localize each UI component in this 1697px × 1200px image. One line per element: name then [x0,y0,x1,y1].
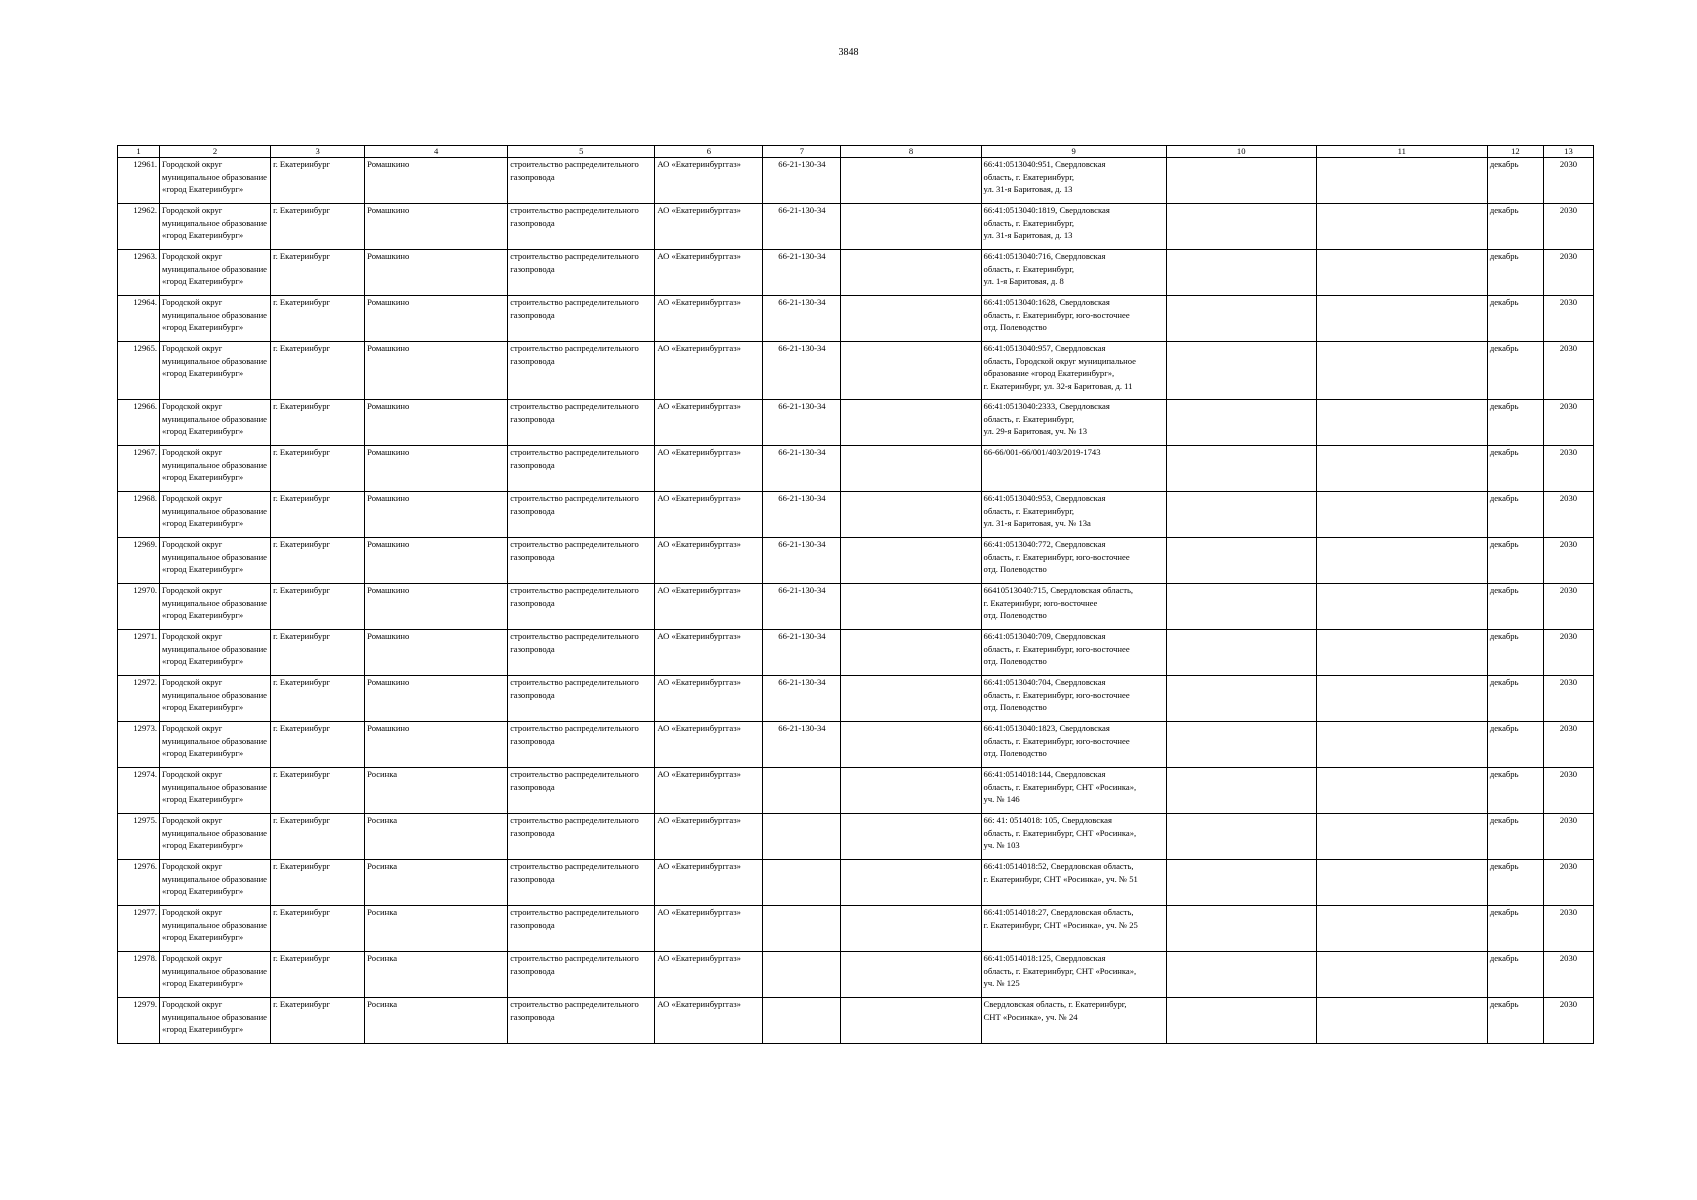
work-type-cell: строительство распределительного газопровода [508,906,655,952]
column-8-cell [841,952,981,998]
code-cell: 66-21-130-34 [763,342,841,400]
city-cell: г. Екатеринбург [271,250,365,296]
organization-cell: АО «Екатеринбурггаз» [655,204,763,250]
column-10-cell [1166,204,1316,250]
page-number: 3848 [838,47,859,58]
locality-cell: Ромашкино [365,630,508,676]
locality-cell: Ромашкино [365,446,508,492]
column-10-cell [1166,952,1316,998]
cadastral-address-cell: 66:41:0513040:1628, Свердловская область, г. Екатеринбург, юго-восточнее отд. Полеводство [981,296,1166,342]
locality-cell: Ромашкино [365,400,508,446]
owner-cell: Городской округ муниципальное образование «город Екатеринбург» [160,400,271,446]
table-row [118,158,1594,204]
month-cell: декабрь [1487,584,1543,630]
column-11-cell [1316,676,1487,722]
column-10-cell [1166,676,1316,722]
code-cell: 66-21-130-34 [763,400,841,446]
cadastral-address-cell: 66:41:0513040:716, Свердловская область, г. Екатеринбург, ул. 1-я Баритовая, д. 8 [981,250,1166,296]
locality-cell: Ромашкино [365,158,508,204]
year-cell: 2030 [1543,906,1593,952]
cadastral-address-cell: 66:41:0514018:52, Свердловская область, г. Екатеринбург, СНТ «Росинка», уч. № 51 [981,860,1166,906]
month-cell: декабрь [1487,446,1543,492]
month-cell: декабрь [1487,906,1543,952]
locality-cell: Ромашкино [365,250,508,296]
cadastral-address-cell: 66:41:0513040:772, Свердловская область, г. Екатеринбург, юго-восточнее отд. Полеводство [981,538,1166,584]
table-row [118,722,1594,768]
owner-cell: Городской округ муниципальное образование «город Екатеринбург» [160,342,271,400]
owner-cell: Городской округ муниципальное образование «город Екатеринбург» [160,584,271,630]
cadastral-address-cell: 66:41:0513040:704, Свердловская область, г. Екатеринбург, юго-восточнее отд. Полеводство [981,676,1166,722]
column-8-cell [841,158,981,204]
column-8-cell [841,722,981,768]
owner-cell: Городской округ муниципальное образование «город Екатеринбург» [160,768,271,814]
city-cell: г. Екатеринбург [271,492,365,538]
year-cell: 2030 [1543,952,1593,998]
cadastral-address-cell: 66:41:0513040:1823, Свердловская область, г. Екатеринбург, юго-восточнее отд. Полеводство [981,722,1166,768]
work-type-cell: строительство распределительного газопровода [508,768,655,814]
month-cell: декабрь [1487,768,1543,814]
row-number: 12962. [118,204,160,250]
owner-cell: Городской округ муниципальное образование «город Екатеринбург» [160,630,271,676]
column-10-cell [1166,158,1316,204]
table-row [118,446,1594,492]
column-8-cell [841,768,981,814]
owner-cell: Городской округ муниципальное образование «город Екатеринбург» [160,204,271,250]
column-8-cell [841,860,981,906]
year-cell: 2030 [1543,860,1593,906]
cadastral-address-cell: 66:41:0513040:2333, Свердловская область, г. Екатеринбург, ул. 29-я Баритовая, уч. № 13 [981,400,1166,446]
month-cell: декабрь [1487,296,1543,342]
city-cell: г. Екатеринбург [271,998,365,1044]
work-type-cell: строительство распределительного газопровода [508,676,655,722]
table-row [118,906,1594,952]
month-cell: декабрь [1487,538,1543,584]
column-10-cell [1166,584,1316,630]
column-header-3: 3 [271,146,365,158]
city-cell: г. Екатеринбург [271,906,365,952]
column-11-cell [1316,630,1487,676]
city-cell: г. Екатеринбург [271,722,365,768]
column-11-cell [1316,342,1487,400]
row-number: 12976. [118,860,160,906]
work-type-cell: строительство распределительного газопровода [508,204,655,250]
table-row [118,204,1594,250]
locality-cell: Росинка [365,952,508,998]
column-11-cell [1316,952,1487,998]
column-10-cell [1166,998,1316,1044]
cadastral-address-cell: 66-66/001-66/001/403/2019-1743 [981,446,1166,492]
table-row [118,342,1594,400]
locality-cell: Ромашкино [365,296,508,342]
year-cell: 2030 [1543,400,1593,446]
table-row [118,400,1594,446]
table-row [118,814,1594,860]
locality-cell: Ромашкино [365,676,508,722]
city-cell: г. Екатеринбург [271,814,365,860]
column-11-cell [1316,446,1487,492]
month-cell: декабрь [1487,630,1543,676]
city-cell: г. Екатеринбург [271,446,365,492]
organization-cell: АО «Екатеринбурггаз» [655,722,763,768]
locality-cell: Росинка [365,906,508,952]
city-cell: г. Екатеринбург [271,204,365,250]
table-row [118,768,1594,814]
locality-cell: Ромашкино [365,492,508,538]
locality-cell: Ромашкино [365,342,508,400]
organization-cell: АО «Екатеринбурггаз» [655,768,763,814]
row-number: 12977. [118,906,160,952]
owner-cell: Городской округ муниципальное образование «город Екатеринбург» [160,158,271,204]
column-header-13: 13 [1543,146,1593,158]
column-header-12: 12 [1487,146,1543,158]
row-number: 12968. [118,492,160,538]
work-type-cell: строительство распределительного газопровода [508,342,655,400]
cadastral-address-cell: 66:41:0513040:1819, Свердловская область, г. Екатеринбург, ул. 31-я Баритовая, д. 13 [981,204,1166,250]
locality-cell: Росинка [365,998,508,1044]
column-11-cell [1316,538,1487,584]
year-cell: 2030 [1543,158,1593,204]
cadastral-address-cell: 66:41:0513040:709, Свердловская область, г. Екатеринбург, юго-восточнее отд. Полеводство [981,630,1166,676]
row-number: 12961. [118,158,160,204]
column-header-7: 7 [763,146,841,158]
table-row [118,630,1594,676]
header-row [118,146,1594,158]
cadastral-address-cell: 66:41:0513040:957, Свердловская область, Городской округ муниципальное образование «город Екатеринбург», г. Екатеринбург, ул. 32-я Баритовая, д. 11 [981,342,1166,400]
column-11-cell [1316,400,1487,446]
owner-cell: Городской округ муниципальное образование «город Екатеринбург» [160,492,271,538]
column-header-11: 11 [1316,146,1487,158]
column-8-cell [841,296,981,342]
work-type-cell: строительство распределительного газопровода [508,492,655,538]
column-11-cell [1316,204,1487,250]
organization-cell: АО «Екатеринбурггаз» [655,400,763,446]
table-row [118,860,1594,906]
column-header-6: 6 [655,146,763,158]
column-10-cell [1166,342,1316,400]
column-header-5: 5 [508,146,655,158]
column-11-cell [1316,296,1487,342]
organization-cell: АО «Екатеринбурггаз» [655,446,763,492]
owner-cell: Городской округ муниципальное образование «город Екатеринбург» [160,676,271,722]
code-cell [763,860,841,906]
row-number: 12973. [118,722,160,768]
owner-cell: Городской округ муниципальное образование «город Екатеринбург» [160,250,271,296]
code-cell [763,998,841,1044]
column-8-cell [841,998,981,1044]
locality-cell: Ромашкино [365,204,508,250]
month-cell: декабрь [1487,814,1543,860]
column-8-cell [841,492,981,538]
code-cell: 66-21-130-34 [763,538,841,584]
owner-cell: Городской округ муниципальное образование «город Екатеринбург» [160,722,271,768]
code-cell: 66-21-130-34 [763,446,841,492]
cadastral-address-cell: 66:41:0513040:951, Свердловская область, г. Екатеринбург, ул. 31-я Баритовая, д. 13 [981,158,1166,204]
column-11-cell [1316,768,1487,814]
locality-cell: Росинка [365,814,508,860]
year-cell: 2030 [1543,342,1593,400]
column-header-1: 1 [118,146,160,158]
work-type-cell: строительство распределительного газопровода [508,446,655,492]
table-row [118,584,1594,630]
row-number: 12967. [118,446,160,492]
table-row [118,998,1594,1044]
row-number: 12969. [118,538,160,584]
column-10-cell [1166,250,1316,296]
column-8-cell [841,446,981,492]
month-cell: декабрь [1487,342,1543,400]
code-cell: 66-21-130-34 [763,722,841,768]
column-8-cell [841,630,981,676]
column-11-cell [1316,158,1487,204]
table-row [118,952,1594,998]
month-cell: декабрь [1487,158,1543,204]
owner-cell: Городской округ муниципальное образование «город Екатеринбург» [160,296,271,342]
city-cell: г. Екатеринбург [271,952,365,998]
column-10-cell [1166,906,1316,952]
year-cell: 2030 [1543,584,1593,630]
row-number: 12963. [118,250,160,296]
column-header-10: 10 [1166,146,1316,158]
organization-cell: АО «Екатеринбурггаз» [655,906,763,952]
month-cell: декабрь [1487,492,1543,538]
column-11-cell [1316,860,1487,906]
work-type-cell: строительство распределительного газопровода [508,952,655,998]
column-11-cell [1316,906,1487,952]
row-number: 12965. [118,342,160,400]
month-cell: декабрь [1487,400,1543,446]
organization-cell: АО «Екатеринбурггаз» [655,492,763,538]
year-cell: 2030 [1543,204,1593,250]
owner-cell: Городской округ муниципальное образование «город Екатеринбург» [160,538,271,584]
column-10-cell [1166,446,1316,492]
locality-cell: Ромашкино [365,584,508,630]
column-11-cell [1316,722,1487,768]
owner-cell: Городской округ муниципальное образование «город Екатеринбург» [160,998,271,1044]
year-cell: 2030 [1543,676,1593,722]
column-8-cell [841,400,981,446]
column-11-cell [1316,584,1487,630]
code-cell: 66-21-130-34 [763,250,841,296]
month-cell: декабрь [1487,250,1543,296]
column-header-9: 9 [981,146,1166,158]
year-cell: 2030 [1543,492,1593,538]
organization-cell: АО «Екатеринбурггаз» [655,584,763,630]
month-cell: декабрь [1487,676,1543,722]
organization-cell: АО «Екатеринбурггаз» [655,342,763,400]
column-8-cell [841,342,981,400]
work-type-cell: строительство распределительного газопровода [508,296,655,342]
code-cell: 66-21-130-34 [763,204,841,250]
year-cell: 2030 [1543,446,1593,492]
code-cell: 66-21-130-34 [763,676,841,722]
organization-cell: АО «Екатеринбурггаз» [655,250,763,296]
column-8-cell [841,584,981,630]
cadastral-address-cell: 66:41:0514018:125, Свердловская область, г. Екатеринбург, СНТ «Росинка», уч. № 125 [981,952,1166,998]
year-cell: 2030 [1543,296,1593,342]
row-number: 12971. [118,630,160,676]
table-row [118,250,1594,296]
code-cell: 66-21-130-34 [763,296,841,342]
table-row [118,538,1594,584]
column-10-cell [1166,860,1316,906]
column-header-4: 4 [365,146,508,158]
year-cell: 2030 [1543,814,1593,860]
city-cell: г. Екатеринбург [271,158,365,204]
table-row [118,296,1594,342]
row-number: 12974. [118,768,160,814]
cadastral-address-cell: 66:41:0514018:144, Свердловская область, г. Екатеринбург, СНТ «Росинка», уч. № 146 [981,768,1166,814]
table-row [118,492,1594,538]
month-cell: декабрь [1487,998,1543,1044]
table-row [118,676,1594,722]
row-number: 12966. [118,400,160,446]
row-number: 12964. [118,296,160,342]
column-8-cell [841,906,981,952]
locality-cell: Росинка [365,860,508,906]
work-type-cell: строительство распределительного газопровода [508,630,655,676]
city-cell: г. Екатеринбург [271,296,365,342]
row-number: 12979. [118,998,160,1044]
column-10-cell [1166,538,1316,584]
code-cell: 66-21-130-34 [763,630,841,676]
column-11-cell [1316,814,1487,860]
month-cell: декабрь [1487,722,1543,768]
organization-cell: АО «Екатеринбурггаз» [655,814,763,860]
row-number: 12978. [118,952,160,998]
organization-cell: АО «Екатеринбурггаз» [655,998,763,1044]
organization-cell: АО «Екатеринбурггаз» [655,630,763,676]
organization-cell: АО «Екатеринбурггаз» [655,158,763,204]
column-10-cell [1166,768,1316,814]
city-cell: г. Екатеринбург [271,400,365,446]
owner-cell: Городской округ муниципальное образование «город Екатеринбург» [160,906,271,952]
cadastral-address-cell: 66: 41: 0514018: 105, Свердловская область, г. Екатеринбург, СНТ «Росинка», уч. № 103 [981,814,1166,860]
column-11-cell [1316,492,1487,538]
year-cell: 2030 [1543,998,1593,1044]
city-cell: г. Екатеринбург [271,768,365,814]
locality-cell: Ромашкино [365,538,508,584]
column-8-cell [841,814,981,860]
month-cell: декабрь [1487,952,1543,998]
year-cell: 2030 [1543,538,1593,584]
month-cell: декабрь [1487,860,1543,906]
column-10-cell [1166,722,1316,768]
city-cell: г. Екатеринбург [271,860,365,906]
column-header-2: 2 [160,146,271,158]
code-cell: 66-21-130-34 [763,584,841,630]
city-cell: г. Екатеринбург [271,538,365,584]
work-type-cell: строительство распределительного газопровода [508,400,655,446]
year-cell: 2030 [1543,250,1593,296]
year-cell: 2030 [1543,722,1593,768]
owner-cell: Городской округ муниципальное образование «город Екатеринбург» [160,860,271,906]
column-10-cell [1166,630,1316,676]
work-type-cell: строительство распределительного газопровода [508,722,655,768]
owner-cell: Городской округ муниципальное образование «город Екатеринбург» [160,814,271,860]
city-cell: г. Екатеринбург [271,342,365,400]
locality-cell: Росинка [365,768,508,814]
work-type-cell: строительство распределительного газопровода [508,158,655,204]
month-cell: декабрь [1487,204,1543,250]
owner-cell: Городской округ муниципальное образование «город Екатеринбург» [160,952,271,998]
cadastral-address-cell: 66:41:0514018:27, Свердловская область, г. Екатеринбург, СНТ «Росинка», уч. № 25 [981,906,1166,952]
code-cell: 66-21-130-34 [763,492,841,538]
cadastral-address-cell: 66:41:0513040:953, Свердловская область, г. Екатеринбург, ул. 31-я Баритовая, уч. № 13а [981,492,1166,538]
organization-cell: АО «Екатеринбурггаз» [655,296,763,342]
column-header-8: 8 [841,146,981,158]
work-type-cell: строительство распределительного газопровода [508,538,655,584]
city-cell: г. Екатеринбург [271,584,365,630]
organization-cell: АО «Екатеринбурггаз» [655,676,763,722]
work-type-cell: строительство распределительного газопровода [508,998,655,1044]
city-cell: г. Екатеринбург [271,676,365,722]
work-type-cell: строительство распределительного газопровода [508,814,655,860]
locality-cell: Ромашкино [365,722,508,768]
table-body [118,158,1594,1044]
year-cell: 2030 [1543,630,1593,676]
row-number: 12975. [118,814,160,860]
work-type-cell: строительство распределительного газопровода [508,584,655,630]
column-8-cell [841,204,981,250]
year-cell: 2030 [1543,768,1593,814]
column-10-cell [1166,814,1316,860]
column-11-cell [1316,998,1487,1044]
city-cell: г. Екатеринбург [271,630,365,676]
cadastral-address-cell: Свердловская область, г. Екатеринбург, СНТ «Росинка», уч. № 24 [981,998,1166,1044]
register-table [117,145,1594,1044]
organization-cell: АО «Екатеринбурггаз» [655,952,763,998]
column-8-cell [841,676,981,722]
code-cell [763,906,841,952]
row-number: 12970. [118,584,160,630]
column-8-cell [841,250,981,296]
owner-cell: Городской округ муниципальное образование «город Екатеринбург» [160,446,271,492]
work-type-cell: строительство распределительного газопровода [508,860,655,906]
column-10-cell [1166,296,1316,342]
code-cell [763,952,841,998]
row-number: 12972. [118,676,160,722]
column-10-cell [1166,400,1316,446]
work-type-cell: строительство распределительного газопровода [508,250,655,296]
organization-cell: АО «Екатеринбурггаз» [655,860,763,906]
code-cell [763,768,841,814]
code-cell: 66-21-130-34 [763,158,841,204]
column-11-cell [1316,250,1487,296]
organization-cell: АО «Екатеринбурггаз» [655,538,763,584]
code-cell [763,814,841,860]
cadastral-address-cell: 66410513040:715, Свердловская область, г. Екатеринбург, юго-восточнее отд. Полеводство [981,584,1166,630]
column-10-cell [1166,492,1316,538]
column-8-cell [841,538,981,584]
